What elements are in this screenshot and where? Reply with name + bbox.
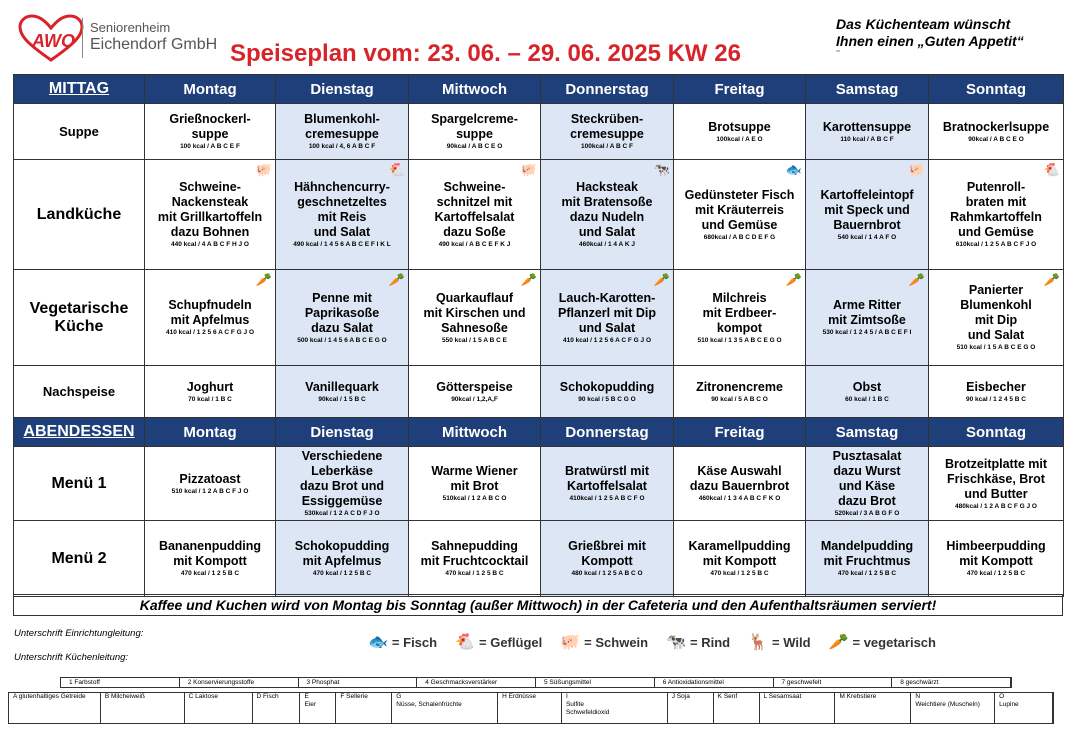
legend-label: = vegetarisch xyxy=(852,635,936,650)
pig-icon: 🐖 xyxy=(908,162,925,177)
fish-icon: 🐟 xyxy=(785,162,802,177)
menu-row xyxy=(14,270,1064,366)
org-name-line2: Eichendorf GmbH xyxy=(90,36,218,53)
menu-cell xyxy=(145,270,276,366)
dish-name: Götterspeise xyxy=(436,379,513,394)
dish-info: 410 kcal / 1 2 5 6 A C F G J O xyxy=(165,329,255,336)
dish-name: Brotzeitplatte mit Frischkäse, Brot und Butter xyxy=(944,456,1048,501)
day-header-sonntag: Sonntag xyxy=(929,75,1064,104)
dish-info: 100 kcal / A B C E F xyxy=(180,143,240,150)
carrot-icon: 🥕 xyxy=(828,634,849,651)
dish-name: Penne mit Paprikasoße dazu Salat xyxy=(304,290,380,335)
additive-item: 2 Konservierungsstoffe xyxy=(180,678,299,687)
page-title: Speiseplan vom: 23. 06. – 29. 06. 2025 KW 26 xyxy=(230,40,741,67)
menu-cell xyxy=(674,447,806,521)
dish-name: Verschiedene Leberkäse dazu Brot und Essiggemüse xyxy=(299,449,384,508)
dish-info: 480kcal / 1 2 A B C F G J O xyxy=(955,502,1037,510)
dish-name: Grießnockerl- suppe xyxy=(169,112,251,141)
menu-cell xyxy=(145,104,276,160)
cow-icon: 🐄 xyxy=(666,634,687,651)
day-header-montag: Montag xyxy=(145,75,276,104)
legend-label: = Geflügel xyxy=(479,635,543,650)
greeting-line1: Das Küchenteam wünscht xyxy=(836,16,1011,32)
dish-info: 470 kcal / 1 2 5 B C xyxy=(837,570,897,577)
dish-name: Blumenkohl- cremesuppe xyxy=(304,112,380,141)
additive-item: 4 Geschmacksverstärker xyxy=(417,678,536,687)
menu-cell xyxy=(541,160,674,270)
menu-table xyxy=(13,74,1064,597)
menu-row xyxy=(14,104,1064,160)
row-label: Vegetarische Küche xyxy=(14,270,145,366)
day-header-donnerstag: Donnerstag xyxy=(541,75,674,104)
dish-name: Bratwürstl mit Kartoffelsalat xyxy=(564,464,650,493)
menu-cell xyxy=(409,270,541,366)
dish-name: Kartoffeleintopf mit Speck und Bauernbrot xyxy=(820,187,914,232)
menu-cell xyxy=(929,160,1064,270)
dish-info: 490 kcal / A B C E F K J xyxy=(438,241,511,248)
abend-section-label: ABENDESSEN xyxy=(14,418,145,447)
menu-cell xyxy=(276,160,409,270)
dish-info: 460kcal / 1 3 4 A B C F K O xyxy=(698,495,781,502)
chicken-icon: 🐔 xyxy=(455,634,476,651)
row-label: Landküche xyxy=(14,160,145,270)
dish-name: Karottensuppe xyxy=(822,119,912,134)
dish-info: 60 kcal / 1 B C xyxy=(845,395,889,403)
allergen-item: N Weichtiere (Muscheln) xyxy=(911,693,995,723)
dish-name: Steckrüben- cremesuppe xyxy=(570,112,644,141)
carrot-icon: 🥕 xyxy=(653,272,670,287)
signature-management: Unterschrift Einrichtungleitung: xyxy=(14,628,144,639)
dish-info: 470 kcal / 1 2 5 B C xyxy=(312,570,372,577)
menu-cell xyxy=(929,447,1064,521)
menu-cell xyxy=(806,160,929,270)
abend-header-row xyxy=(14,418,1064,447)
dish-info: 540 kcal / 1 4 A F O xyxy=(837,233,897,241)
menu-cell xyxy=(145,366,276,418)
allergen-item: I Sulfite Schwefeldioxid xyxy=(562,693,668,723)
dish-info: 510 kcal / 1 5 A B C E G O xyxy=(956,344,1036,351)
logo-divider xyxy=(82,18,83,58)
dish-name: Quarkauflauf mit Kirschen und Sahnesoße xyxy=(423,290,526,335)
dish-info: 680kcal / A B C D E F G xyxy=(703,233,776,241)
menu-cell xyxy=(409,160,541,270)
dish-name: Brotsuppe xyxy=(708,119,771,134)
dish-info: 510 kcal / 1 3 5 A B C E G O xyxy=(697,336,782,344)
dish-name: Putenroll- braten mit Rahmkartoffeln und Gemüse xyxy=(950,180,1042,239)
dish-info: 510 kcal / 1 2 A B C F J O xyxy=(171,487,249,495)
dish-info: 410 kcal / 1 2 5 6 A C F G J O xyxy=(562,336,652,344)
row-label: Menü 1 xyxy=(14,447,145,521)
mittag-section-label: MITTAG xyxy=(14,75,145,104)
dish-info: 530 kcal / 1 2 4 5 / A B C E F I xyxy=(822,329,912,336)
menu-cell xyxy=(674,521,806,597)
dish-name: Schokopudding mit Apfelmus xyxy=(294,539,390,568)
dish-info: 410kcal / 1 2 5 A B C F O xyxy=(569,495,645,502)
day-header-freitag: Freitag xyxy=(674,75,806,104)
dish-name: Gedünsteter Fisch mit Kräuterreis und Gemüse xyxy=(684,187,795,232)
legend-label: = Wild xyxy=(772,635,811,650)
legend-item xyxy=(368,632,437,652)
dish-name: Himbeerpudding mit Kompott xyxy=(946,539,1046,568)
legend-label: = Fisch xyxy=(391,635,438,650)
dish-info: 90kcal / A B C E O xyxy=(968,135,1024,143)
allergen-item: K Senf xyxy=(714,693,760,723)
menu-cell xyxy=(806,521,929,597)
additive-item: 7 geschwefelt xyxy=(774,678,893,687)
pig-icon: 🐖 xyxy=(520,162,537,177)
dish-name: Grießbrei mit Kompott xyxy=(568,539,646,568)
day-header-donnerstag: Donnerstag xyxy=(541,418,674,447)
carrot-icon: 🥕 xyxy=(520,272,537,287)
dish-info: 610kcal / 1 2 5 A B C F J O xyxy=(955,241,1037,248)
dish-info: 470 kcal / 1 2 5 B C xyxy=(966,570,1026,577)
menu-cell xyxy=(276,447,409,521)
dish-name: Milchreis mit Erdbeer- kompot xyxy=(702,290,777,335)
menu-cell xyxy=(674,160,806,270)
legend-label: = Rind xyxy=(690,635,731,650)
legend-item xyxy=(560,632,648,652)
dish-info: 90kcal / 1 5 B C xyxy=(318,395,366,403)
dish-info: 440 kcal / 4 A B C F H J O xyxy=(171,241,249,248)
dish-name: Schokopudding xyxy=(559,379,655,394)
row-label: Nachspeise xyxy=(14,366,145,418)
dish-info: 90kcal / A B C E O xyxy=(446,143,503,150)
menu-cell xyxy=(409,366,541,418)
signature-kitchen: Unterschrift Küchenleitung: xyxy=(14,652,129,663)
dish-name: Bratnockerlsuppe xyxy=(942,119,1050,134)
dish-info: 110 kcal / A B C F xyxy=(840,135,894,143)
menu-cell xyxy=(145,447,276,521)
allergen-item: O Lupine xyxy=(995,693,1053,723)
menu-cell xyxy=(806,270,929,366)
legend-item xyxy=(455,632,542,652)
menu-cell xyxy=(409,521,541,597)
menu-cell xyxy=(806,366,929,418)
dish-info: 550 kcal / 1 5 A B C E xyxy=(442,336,507,344)
dish-name: Spargelcreme- suppe xyxy=(431,112,518,141)
dish-name: Schupfnudeln mit Apfelmus xyxy=(168,298,252,327)
greeting-line2: Ihnen einen „Guten Appetit“ xyxy=(836,33,1024,49)
additive-item: 8 geschwärzt xyxy=(892,678,1011,687)
day-header-sonntag: Sonntag xyxy=(929,418,1064,447)
dish-info: 470 kcal / 1 2 5 B C xyxy=(180,570,240,577)
awo-logo xyxy=(18,14,218,66)
carrot-icon: 🥕 xyxy=(908,272,925,287)
additive-item: 3 Phosphat xyxy=(299,678,418,687)
allergen-item: C Laktose xyxy=(185,693,253,723)
dish-name: Eisbecher xyxy=(966,379,1026,394)
menu-cell xyxy=(276,104,409,160)
dish-info: 500 kcal / 1 4 5 6 A B C E G O xyxy=(297,336,387,344)
carrot-icon: 🥕 xyxy=(1043,272,1060,287)
menu-cell xyxy=(929,270,1064,366)
dish-info: 100kcal / A B C F xyxy=(581,143,633,150)
carrot-icon: 🥕 xyxy=(388,272,405,287)
dish-name: Schweine- schnitzel mit Kartoffelsalat dazu Soße xyxy=(434,180,515,239)
allergen-item: H Erdnüsse xyxy=(498,693,562,723)
menu-cell xyxy=(806,447,929,521)
allergen-item: J Soja xyxy=(668,693,714,723)
menu-row xyxy=(14,366,1064,418)
dish-info: 470 kcal / 1 2 5 B C xyxy=(710,570,769,577)
dish-info: 90 kcal / 5 A B C O xyxy=(711,395,768,403)
dish-name: Käse Auswahl dazu Bauernbrot xyxy=(689,464,790,493)
day-header-samstag: Samstag xyxy=(806,75,929,104)
menu-cell xyxy=(541,366,674,418)
dish-name: Karamellpudding mit Kompott xyxy=(688,539,791,568)
svg-text:AWO: AWO xyxy=(32,31,75,51)
menu-row xyxy=(14,447,1064,521)
legend-item xyxy=(748,632,810,652)
allergen-item: D Fisch xyxy=(253,693,301,723)
deer-icon: 🦌 xyxy=(748,634,769,651)
dish-name: Warme Wiener mit Brot xyxy=(431,464,518,493)
menu-cell xyxy=(674,270,806,366)
menu-cell xyxy=(674,104,806,160)
menu-cell xyxy=(409,104,541,160)
row-label: Menü 2 xyxy=(14,521,145,597)
cow-icon: 🐄 xyxy=(653,162,670,177)
icon-legend xyxy=(368,632,936,652)
menu-cell xyxy=(409,447,541,521)
day-header-dienstag: Dienstag xyxy=(276,418,409,447)
dish-info: 490 kcal / 1 4 5 6 A B C E F I K L xyxy=(293,241,391,248)
greeting xyxy=(836,16,1024,58)
dish-name: Obst xyxy=(852,379,882,394)
dish-info: 90 kcal / 1 2 4 5 B C xyxy=(966,395,1026,403)
greeting-mark: ¨ xyxy=(836,49,839,59)
menu-cell xyxy=(145,160,276,270)
dish-name: Panierter Blumenkohl mit Dip und Salat xyxy=(960,283,1032,342)
menu-cell xyxy=(145,521,276,597)
day-header-freitag: Freitag xyxy=(674,418,806,447)
menu-cell xyxy=(276,521,409,597)
dish-info: 100 kcal / 4, 6 A B C F xyxy=(308,143,376,150)
additives-table xyxy=(60,677,1012,688)
carrot-icon: 🥕 xyxy=(255,272,272,287)
dish-name: Bananenpudding mit Kompott xyxy=(158,539,262,568)
dish-info: 90kcal / 1,2,A,F xyxy=(451,395,498,403)
day-header-mittwoch: Mittwoch xyxy=(409,75,541,104)
dish-info: 480 kcal / 1 2 5 A B C O xyxy=(571,570,643,577)
chicken-icon: 🐔 xyxy=(388,162,405,177)
menu-cell xyxy=(276,270,409,366)
dish-name: Pusztasalat dazu Wurst und Käse dazu Brot xyxy=(832,449,902,508)
allergen-item: G Nüsse, Schalenfrüchte xyxy=(392,693,498,723)
allergen-item: B Milcheiweiß xyxy=(101,693,185,723)
dish-name: Hähnchencurry- geschnetzeltes mit Reis und Salat xyxy=(294,180,390,239)
menu-cell xyxy=(541,521,674,597)
menu-cell xyxy=(929,104,1064,160)
dish-name: Hacksteak mit Bratensoße dazu Nudeln und Salat xyxy=(561,180,653,239)
dish-info: 70 kcal / 1 B C xyxy=(188,395,232,403)
carrot-icon: 🥕 xyxy=(785,272,802,287)
dish-name: Lauch-Karotten- Pflanzerl mit Dip und Salat xyxy=(558,290,656,335)
chicken-icon: 🐔 xyxy=(1043,162,1060,177)
dish-name: Pizzatoast xyxy=(179,471,241,486)
menu-cell xyxy=(929,366,1064,418)
menu-row xyxy=(14,521,1064,597)
menu-cell xyxy=(541,104,674,160)
legend-label: = Schwein xyxy=(584,635,649,650)
pig-icon: 🐖 xyxy=(560,634,581,651)
dish-name: Joghurt xyxy=(186,379,234,394)
org-name-line1: Seniorenheim xyxy=(90,20,171,35)
allergen-item: E Eier xyxy=(300,693,336,723)
allergen-item: A glutenhaltiges Getreide xyxy=(9,693,101,723)
dish-info: 520kcal / 3 A B G F O xyxy=(834,510,900,517)
dish-name: Mandelpudding mit Fruchtmus xyxy=(820,539,914,568)
additive-item: 1 Farbstoff xyxy=(61,678,180,687)
menu-cell xyxy=(674,366,806,418)
cafe-notice: Kaffee und Kuchen wird von Montag bis Sonntag (außer Mittwoch) in der Cafeteria und den Aufenthaltsräumen serviert! xyxy=(13,594,1063,616)
dish-name: Vanillequark xyxy=(305,379,379,394)
allergen-item: M Krebstiere xyxy=(835,693,911,723)
fish-icon: 🐟 xyxy=(368,634,388,651)
dish-info: 90 kcal / 5 B C G O xyxy=(578,395,636,403)
allergen-item: F Sellerie xyxy=(336,693,392,723)
allergens-table xyxy=(8,692,1054,724)
allergen-item: L Sesamsaat xyxy=(760,693,836,723)
dish-info: 530kcal / 1 2 A C D F J O xyxy=(304,510,380,517)
menu-cell xyxy=(541,270,674,366)
day-header-samstag: Samstag xyxy=(806,418,929,447)
day-header-montag: Montag xyxy=(145,418,276,447)
dish-name: Sahnepudding mit Fruchtcocktail xyxy=(420,539,529,568)
day-header-mittwoch: Mittwoch xyxy=(409,418,541,447)
dish-name: Zitronencreme xyxy=(696,379,783,394)
row-label: Suppe xyxy=(14,104,145,160)
menu-cell xyxy=(806,104,929,160)
dish-info: 470 kcal / 1 2 5 B C xyxy=(445,570,504,577)
dish-name: Arme Ritter mit Zimtsoße xyxy=(828,298,906,327)
dish-info: 510kcal / 1 2 A B C O xyxy=(442,495,507,502)
menu-cell xyxy=(541,447,674,521)
day-header-dienstag: Dienstag xyxy=(276,75,409,104)
dish-info: 460kcal / 1 4 A K J xyxy=(579,241,635,248)
mittag-header-row xyxy=(14,75,1064,104)
menu-row xyxy=(14,160,1064,270)
additive-item: 5 Süßungsmittel xyxy=(536,678,655,687)
pig-icon: 🐖 xyxy=(255,162,272,177)
menu-cell xyxy=(276,366,409,418)
menu-cell xyxy=(929,521,1064,597)
additive-item: 6 Antioxidationsmittel xyxy=(655,678,774,687)
legend-item xyxy=(829,632,936,652)
dish-name: Schweine- Nackensteak mit Grillkartoffeln dazu Bohnen xyxy=(157,180,263,239)
dish-info: 100kcal / A E O xyxy=(716,135,763,143)
heart-logo-icon xyxy=(18,14,84,64)
legend-item xyxy=(666,632,730,652)
